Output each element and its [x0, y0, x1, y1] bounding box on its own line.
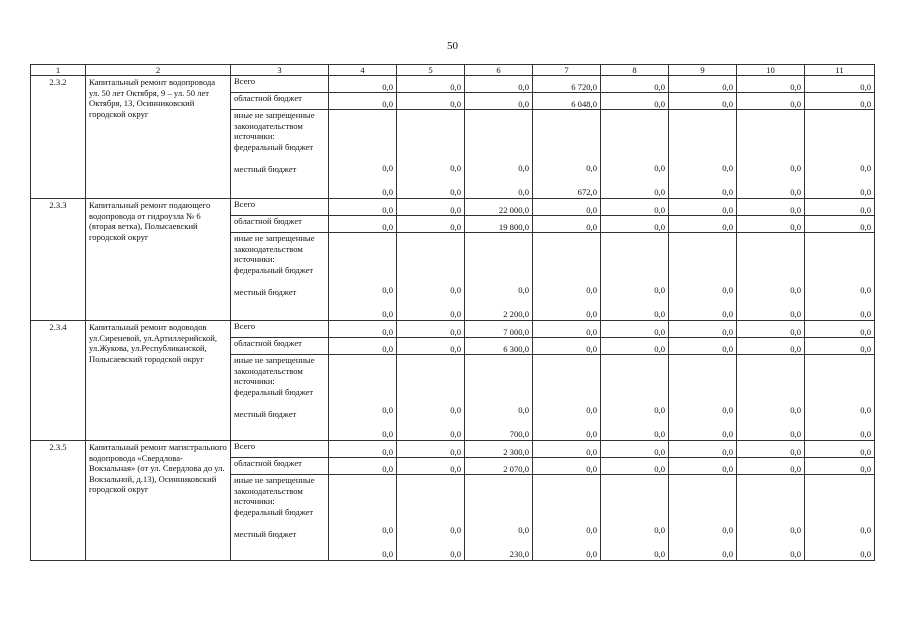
table-body: [31, 76, 875, 561]
value-cell: 0,0: [397, 458, 465, 475]
value-cell: 0,0: [805, 321, 875, 338]
value-federal: 0,0: [586, 285, 597, 295]
value-cell: 0,0: [737, 216, 805, 233]
value-local: 0,0: [518, 187, 529, 197]
value-cell: 6 048,0: [533, 93, 601, 110]
value-federal: 0,0: [790, 163, 801, 173]
item-code: 2.3.2: [31, 76, 86, 199]
value-local: 0,0: [654, 187, 665, 197]
value-cell: 0,0: [669, 458, 737, 475]
value-federal: 0,0: [518, 525, 529, 535]
value-federal: 0,0: [382, 163, 393, 173]
value-local: 0,0: [382, 187, 393, 197]
value-cell: 0,0: [329, 458, 397, 475]
source-label-total: Всего: [231, 441, 329, 458]
source-label-other: иные не запрещенные законодательством источники:: [234, 233, 315, 264]
column-number: 3: [231, 65, 329, 76]
value-cell: 0,0: [397, 93, 465, 110]
value-federal: 0,0: [722, 525, 733, 535]
value-federal: 0,0: [722, 405, 733, 415]
value-local: 0,0: [860, 309, 871, 319]
item-name: Капитальный ремонт магистрального водопровода «Свердлова-Вокзальная» (от ул. Свердлова до ул. Вокзальной, д.13), Осинниковский городской округ: [86, 441, 231, 561]
value-cell: 0,0: [669, 93, 737, 110]
value-local: 0,0: [450, 187, 461, 197]
value-cell: 0,0: [397, 338, 465, 355]
column-number: 2: [86, 65, 231, 76]
column-numbers-row: [31, 65, 875, 76]
source-label-local: местный бюджет: [234, 286, 297, 297]
value-cell: 0,0: [601, 199, 669, 216]
value-federal: 0,0: [450, 405, 461, 415]
value-cell: 0,0: [533, 458, 601, 475]
value-federal: 0,0: [860, 525, 871, 535]
value-cell: 6 300,0: [465, 338, 533, 355]
source-label-federal: федеральный бюджет: [234, 386, 314, 397]
value-cell: 0,0: [329, 441, 397, 458]
table-row-total: [31, 321, 875, 338]
value-cell: 0,0: [533, 338, 601, 355]
item-code: 2.3.5: [31, 441, 86, 561]
value-local: 0,0: [860, 187, 871, 197]
value-cell: 0,0: [465, 76, 533, 93]
value-local: 230,0: [509, 549, 529, 559]
value-local: 700,0: [509, 429, 529, 439]
source-label-regional: областной бюджет: [231, 93, 329, 110]
value-federal: 0,0: [518, 285, 529, 295]
value-cell: 0,0: [669, 321, 737, 338]
source-label-total: Всего: [231, 199, 329, 216]
value-cell: 0,0: [397, 216, 465, 233]
value-federal: 0,0: [722, 285, 733, 295]
item-name: Капитальный ремонт водоводов ул.Сиреневой, ул.Артиллерийской, ул.Жукова, ул.Республиканской, Полысаевский городской округ: [86, 321, 231, 441]
value-federal: 0,0: [586, 163, 597, 173]
column-number: 11: [805, 65, 875, 76]
table-row-total: [31, 76, 875, 93]
value-federal: 0,0: [382, 285, 393, 295]
value-local: 0,0: [586, 429, 597, 439]
value-cell: 0,0: [397, 321, 465, 338]
value-cell: 0,0: [397, 441, 465, 458]
value-federal: 0,0: [382, 405, 393, 415]
value-cell: 0,0: [329, 321, 397, 338]
page-number: 50: [447, 40, 458, 52]
value-cell: 0,0: [737, 441, 805, 458]
source-label-regional: областной бюджет: [231, 338, 329, 355]
value-federal: 0,0: [790, 285, 801, 295]
value-local: 0,0: [382, 549, 393, 559]
value-local: 0,0: [654, 309, 665, 319]
value-local: 0,0: [654, 549, 665, 559]
value-federal: 0,0: [722, 163, 733, 173]
value-cell: 0,0: [805, 216, 875, 233]
source-label-regional: областной бюджет: [231, 216, 329, 233]
value-federal: 0,0: [860, 405, 871, 415]
column-number: 8: [601, 65, 669, 76]
value-local: 0,0: [382, 309, 393, 319]
column-number: 1: [31, 65, 86, 76]
item-code: 2.3.4: [31, 321, 86, 441]
value-cell: 0,0: [737, 199, 805, 216]
source-label-local: местный бюджет: [234, 408, 297, 419]
value-local: 0,0: [654, 429, 665, 439]
value-federal: 0,0: [790, 525, 801, 535]
value-cell: 0,0: [669, 216, 737, 233]
value-federal: 0,0: [382, 525, 393, 535]
budget-table: [30, 64, 875, 561]
value-federal: 0,0: [518, 163, 529, 173]
value-cell: 0,0: [397, 199, 465, 216]
value-cell: 0,0: [329, 93, 397, 110]
value-federal: 0,0: [586, 405, 597, 415]
value-federal: 0,0: [654, 405, 665, 415]
source-label-total: Всего: [231, 76, 329, 93]
value-federal: 0,0: [586, 525, 597, 535]
value-cell: 0,0: [329, 216, 397, 233]
value-cell: 0,0: [737, 338, 805, 355]
source-label-federal: федеральный бюджет: [234, 506, 314, 517]
column-number: 6: [465, 65, 533, 76]
value-local: 2 200,0: [503, 309, 529, 319]
value-cell: 0,0: [465, 93, 533, 110]
value-federal: 0,0: [860, 163, 871, 173]
value-local: 0,0: [586, 309, 597, 319]
value-federal: 0,0: [790, 405, 801, 415]
value-cell: 0,0: [601, 76, 669, 93]
value-local: 0,0: [722, 309, 733, 319]
column-number: 5: [397, 65, 465, 76]
value-cell: 0,0: [737, 458, 805, 475]
value-local: 0,0: [790, 549, 801, 559]
source-label-federal: федеральный бюджет: [234, 264, 314, 275]
value-local: 0,0: [790, 309, 801, 319]
value-cell: 19 800,0: [465, 216, 533, 233]
value-cell: 0,0: [329, 338, 397, 355]
source-label-local: местный бюджет: [234, 528, 297, 539]
value-cell: 0,0: [533, 199, 601, 216]
value-cell: 0,0: [397, 76, 465, 93]
value-cell: 2 070,0: [465, 458, 533, 475]
value-local: 0,0: [860, 549, 871, 559]
value-cell: 0,0: [669, 441, 737, 458]
column-number: 4: [329, 65, 397, 76]
value-federal: 0,0: [654, 285, 665, 295]
value-local: 0,0: [860, 429, 871, 439]
value-cell: 0,0: [329, 76, 397, 93]
source-label-local: местный бюджет: [234, 163, 297, 174]
item-name: Капитальный ремонт подающего водопровода от гидроузла № 6 (вторая ветка), Полысаевский городской округ: [86, 199, 231, 321]
item-code: 2.3.3: [31, 199, 86, 321]
value-local: 0,0: [790, 187, 801, 197]
value-local: 0,0: [586, 549, 597, 559]
value-cell: 0,0: [805, 458, 875, 475]
source-label-federal: федеральный бюджет: [234, 141, 314, 152]
table-row-total: [31, 199, 875, 216]
value-federal: 0,0: [654, 163, 665, 173]
column-number: 9: [669, 65, 737, 76]
value-federal: 0,0: [654, 525, 665, 535]
value-cell: 0,0: [601, 216, 669, 233]
value-cell: 0,0: [533, 441, 601, 458]
value-cell: 0,0: [533, 216, 601, 233]
value-local: 0,0: [450, 549, 461, 559]
value-cell: 0,0: [737, 76, 805, 93]
value-cell: 6 720,0: [533, 76, 601, 93]
item-name: Капитальный ремонт водопровода ул. 50 лет Октября, 9 – ул. 50 лет Октября, 13, Осинниковский городской округ: [86, 76, 231, 199]
value-cell: 0,0: [805, 441, 875, 458]
column-number: 7: [533, 65, 601, 76]
value-local: 672,0: [577, 187, 597, 197]
value-local: 0,0: [722, 549, 733, 559]
value-cell: 0,0: [329, 199, 397, 216]
value-cell: 22 000,0: [465, 199, 533, 216]
value-cell: 0,0: [737, 93, 805, 110]
value-federal: 0,0: [860, 285, 871, 295]
value-cell: 0,0: [669, 338, 737, 355]
source-label-other: иные не запрещенные законодательством источники:: [234, 110, 315, 141]
value-local: 0,0: [450, 429, 461, 439]
table-row-total: [31, 441, 875, 458]
value-cell: 0,0: [737, 321, 805, 338]
value-federal: 0,0: [450, 525, 461, 535]
value-cell: 2 300,0: [465, 441, 533, 458]
value-cell: 0,0: [533, 321, 601, 338]
value-local: 0,0: [722, 187, 733, 197]
value-local: 0,0: [382, 429, 393, 439]
source-label-total: Всего: [231, 321, 329, 338]
value-local: 0,0: [722, 429, 733, 439]
value-cell: 0,0: [669, 199, 737, 216]
value-cell: 0,0: [601, 338, 669, 355]
value-cell: 0,0: [669, 76, 737, 93]
value-cell: 0,0: [601, 93, 669, 110]
value-federal: 0,0: [450, 285, 461, 295]
column-number: 10: [737, 65, 805, 76]
value-federal: 0,0: [518, 405, 529, 415]
value-cell: 0,0: [601, 321, 669, 338]
source-label-other: иные не запрещенные законодательством источники:: [234, 355, 315, 386]
source-label-regional: областной бюджет: [231, 458, 329, 475]
value-cell: 0,0: [601, 441, 669, 458]
value-cell: 0,0: [601, 458, 669, 475]
value-local: 0,0: [790, 429, 801, 439]
value-cell: 0,0: [805, 76, 875, 93]
source-label-other: иные не запрещенные законодательством источники:: [234, 475, 315, 506]
value-local: 0,0: [450, 309, 461, 319]
value-cell: 0,0: [805, 338, 875, 355]
value-federal: 0,0: [450, 163, 461, 173]
value-cell: 7 000,0: [465, 321, 533, 338]
value-cell: 0,0: [805, 93, 875, 110]
value-cell: 0,0: [805, 199, 875, 216]
